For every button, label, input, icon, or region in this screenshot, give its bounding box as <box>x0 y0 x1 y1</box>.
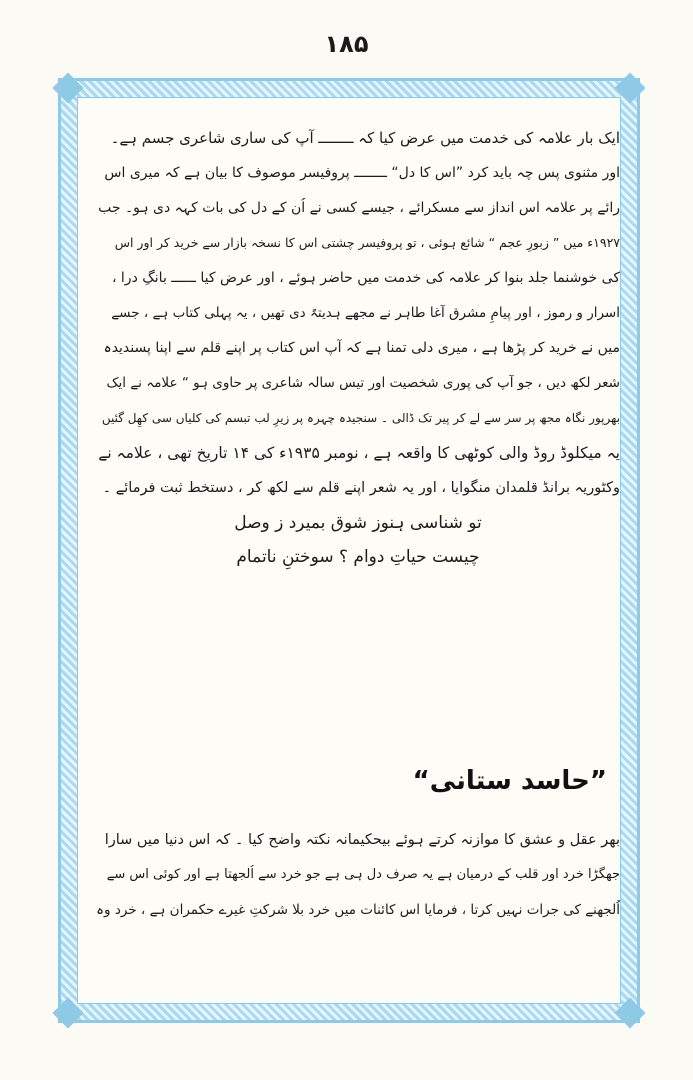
border-band-top <box>61 81 637 97</box>
text-line: رائے پر علامہ اس انداز سے مسکرائے ، جیسے کسی نے اُن کے دل کی بات کہہ دی ہو۔ جب <box>98 200 620 216</box>
body-text <box>96 128 620 581</box>
verse-line: چیست حیاتِ دوام ؟ سوختنِ ناتمام <box>236 547 480 567</box>
text-line: شعر لکھ دیں ، جو آپ کی پوری شخصیت اور تیس سالہ شاعری پر حاوی ہو “ علامہ نے ایک <box>106 375 620 391</box>
text-line: کی خوشنما جلد بنوا کر علامہ کی خدمت میں حاضر ہوئے ، اور عرض کیا ــــــ بانگِ درا ، <box>111 270 620 286</box>
text-line: ۱۹۲۷ء میں ” زبورِ عجم “ شائع ہوئی ، تو پروفیسر چشتی اس کا نسخہ بازار سے خرید کر اور اس <box>114 235 620 250</box>
text-line: وکٹوریہ برانڈ قلمدان منگوایا ، اور یہ شعر اپنے قلم سے لکھ کر ، دستخط ثبت فرمائے ۔ <box>102 480 620 496</box>
text-line: یہ میکلوڈ روڈ والی کوٹھی کا واقعہ ہے ، نومبر ۱۹۳۵ء کی ۱۴ تاریخ تھی ، علامہ نے <box>98 444 620 462</box>
text-line: اُلجھنے کی جرات نہیں کرتا ، فرمایا اس کائنات میں خرد بلا شرکتِ غیرے حکمران ہے ، خرد وہ <box>96 902 620 918</box>
text-line: میں نے خرید کر پڑھا ہے ، میری دلی تمنا ہے کہ آپ اس کتاب پر اپنے قلم سے اپنا پسندیدہ <box>103 340 620 356</box>
section-text <box>96 830 620 935</box>
page-number: ۱۸۵ <box>324 30 369 58</box>
border-band-bottom <box>61 1004 637 1020</box>
border-band-right <box>621 81 637 1020</box>
text-line: اسرار و رموز ، اور پیامِ مشرق آغا طاہر نے مجھے ہدیتہً دی تھیں ، یہ پہلی کتاب ہے ، جسے <box>111 305 620 321</box>
text-line: جھگڑا خرد اور قلب کے درمیان ہے یہ صرف دل ہی ہے جو خرد سے اُلجھتا ہے اور کوئی اس سے <box>106 867 620 882</box>
border-band-left <box>61 81 77 1020</box>
text-line: اور مثنوی پس چہ باید کرد ”اس کا دل“ ــــــــ پروفیسر موصوف کا بیان ہے کہ میری اس <box>104 165 620 181</box>
verse-line: تو شناسی ہنوز شوق بمیرد ز وصل <box>234 513 482 533</box>
text-line: بھرپور نگاہ مجھ پر سر سے لے کر پیر تک ڈالی ۔ سنجیدہ چہرہ پر زیرِ لب تبسم کی کلیاں سی کھِل گئیں <box>101 411 620 425</box>
section-heading: ”حاسد ستانی“ <box>412 766 607 796</box>
text-line: ایک بار علامہ کی خدمت میں عرض کیا کہ ــــــــ آپ کی ساری شاعری جسم ہے۔ <box>110 129 620 147</box>
text-line: بھر عقل و عشق کا موازنہ کرتے ہوئے بیحکیمانہ نکتہ واضح کیا ۔ کہ اس دنیا میں سارا <box>104 832 620 848</box>
